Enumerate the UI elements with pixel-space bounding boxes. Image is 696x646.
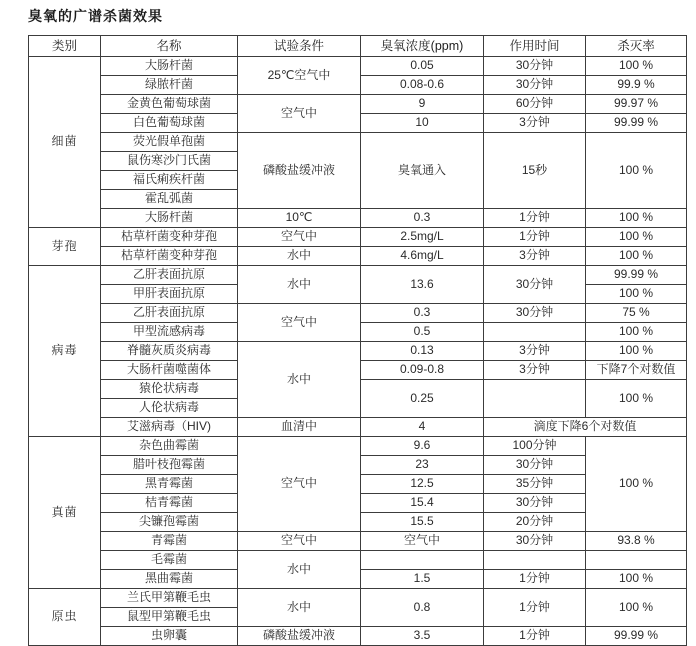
page-title: 臭氧的广谱杀菌效果	[28, 8, 163, 24]
table-cell	[586, 551, 687, 570]
table-row	[29, 247, 687, 266]
table-cell	[484, 551, 586, 570]
table-cell: 15.5	[361, 513, 484, 532]
table-cell: 30分钟	[484, 456, 586, 475]
table-cell: 10	[361, 114, 484, 133]
table-cell: 100 %	[586, 228, 687, 247]
table-cell: 4.6mg/L	[361, 247, 484, 266]
table-cell: 100 %	[586, 437, 687, 532]
table-cell: 甲型流感病毒	[101, 323, 238, 342]
table-row	[29, 304, 687, 323]
table-cell: 鼠伤寒沙门氏菌	[101, 152, 238, 171]
table-cell: 脊髓灰质炎病毒	[101, 342, 238, 361]
table-cell: 12.5	[361, 475, 484, 494]
table-cell: 水中	[238, 342, 361, 418]
table-cell: 水中	[238, 266, 361, 304]
table-header	[29, 36, 687, 57]
table-cell: 0.3	[361, 209, 484, 228]
header-row	[29, 36, 687, 57]
table-cell: 1.5	[361, 570, 484, 589]
category-cell: 细菌	[29, 57, 101, 228]
table-cell	[361, 551, 484, 570]
table-cell: 大肠杆菌噬菌体	[101, 361, 238, 380]
table-cell: 腊叶枝孢霉菌	[101, 456, 238, 475]
table-cell: 10℃	[238, 209, 361, 228]
table-cell: 0.3	[361, 304, 484, 323]
table-row	[29, 342, 687, 361]
table-cell: 水中	[238, 551, 361, 589]
table-cell: 3分钟	[484, 361, 586, 380]
table-row	[29, 228, 687, 247]
table-cell: 30分钟	[484, 76, 586, 95]
table-cell: 下降7个对数值	[586, 361, 687, 380]
table-cell: 30分钟	[484, 57, 586, 76]
table-cell: 杂色曲霉菌	[101, 437, 238, 456]
column-header: 臭氧浓度(ppm)	[361, 36, 484, 57]
table-body	[29, 57, 687, 646]
table-cell: 兰氏甲第鞭毛虫	[101, 589, 238, 608]
table-row	[29, 551, 687, 570]
table-cell: 0.05	[361, 57, 484, 76]
category-cell: 原虫	[29, 589, 101, 646]
table-cell: 0.13	[361, 342, 484, 361]
column-header: 杀灭率	[586, 36, 687, 57]
table-row	[29, 95, 687, 114]
table-cell: 空气中	[238, 437, 361, 532]
table-cell: 大肠杆菌	[101, 57, 238, 76]
table-cell: 绿脓杆菌	[101, 76, 238, 95]
table-cell: 乙肝表面抗原	[101, 266, 238, 285]
table-cell: 30分钟	[484, 304, 586, 323]
table-cell: 0.08-0.6	[361, 76, 484, 95]
table-cell: 1分钟	[484, 209, 586, 228]
table-row	[29, 589, 687, 608]
table-cell: 枯草杆菌变种芽孢	[101, 247, 238, 266]
table-cell: 75 %	[586, 304, 687, 323]
table-cell: 空气中	[238, 304, 361, 342]
table-cell: 100 %	[586, 133, 687, 209]
table-cell: 3分钟	[484, 114, 586, 133]
table-cell: 尖镰孢霉菌	[101, 513, 238, 532]
table-cell: 100 %	[586, 57, 687, 76]
table-cell: 福氏痢疾杆菌	[101, 171, 238, 190]
table-cell: 3分钟	[484, 247, 586, 266]
table-cell: 水中	[238, 589, 361, 627]
table-cell: 毛霉菌	[101, 551, 238, 570]
table-cell: 3分钟	[484, 342, 586, 361]
table-cell: 25℃空气中	[238, 57, 361, 95]
table-cell: 15秒	[484, 133, 586, 209]
table-cell: 磷酸盐缓冲液	[238, 627, 361, 646]
table-cell: 猿伦状病毒	[101, 380, 238, 399]
table-cell: 23	[361, 456, 484, 475]
table-row	[29, 627, 687, 646]
table-cell: 35分钟	[484, 475, 586, 494]
category-cell: 真菌	[29, 437, 101, 589]
table-cell: 人伦状病毒	[101, 399, 238, 418]
table-cell: 黑青霉菌	[101, 475, 238, 494]
table-row	[29, 532, 687, 551]
table-cell: 乙肝表面抗原	[101, 304, 238, 323]
table-cell: 空气中	[238, 228, 361, 247]
table-cell: 9.6	[361, 437, 484, 456]
column-header: 类别	[29, 36, 101, 57]
table-cell: 93.8 %	[586, 532, 687, 551]
table-cell: 60分钟	[484, 95, 586, 114]
table-cell: 99.99 %	[586, 114, 687, 133]
table-cell: 100 %	[586, 342, 687, 361]
table-cell: 臭氧通入	[361, 133, 484, 209]
table-cell: 99.99 %	[586, 627, 687, 646]
ozone-sterilization-table	[28, 35, 687, 646]
table-cell: 100 %	[586, 209, 687, 228]
table-cell: 99.9 %	[586, 76, 687, 95]
table-cell: 白色葡萄球菌	[101, 114, 238, 133]
table-cell: 大肠杆菌	[101, 209, 238, 228]
table-cell: 2.5mg/L	[361, 228, 484, 247]
table-cell: 1分钟	[484, 589, 586, 627]
table-row	[29, 437, 687, 456]
table-cell: 艾滋病毒（HIV)	[101, 418, 238, 437]
table-cell: 30分钟	[484, 266, 586, 304]
table-cell: 20分钟	[484, 513, 586, 532]
table-row	[29, 57, 687, 76]
category-cell: 芽孢	[29, 228, 101, 266]
table-cell: 1分钟	[484, 228, 586, 247]
table-row	[29, 266, 687, 285]
table-cell: 0.5	[361, 323, 484, 342]
table-cell: 1分钟	[484, 627, 586, 646]
table-cell: 青霉菌	[101, 532, 238, 551]
table-cell: 99.97 %	[586, 95, 687, 114]
table-cell: 100 %	[586, 380, 687, 418]
table-cell: 3.5	[361, 627, 484, 646]
table-cell: 空气中	[238, 532, 361, 551]
table-cell: 4	[361, 418, 484, 437]
table-cell: 13.6	[361, 266, 484, 304]
table-cell: 空气中	[238, 95, 361, 133]
column-header: 试验条件	[238, 36, 361, 57]
table-cell: 黑曲霉菌	[101, 570, 238, 589]
table-cell: 99.99 %	[586, 266, 687, 285]
table-cell: 15.4	[361, 494, 484, 513]
table-cell: 磷酸盐缓冲液	[238, 133, 361, 209]
table-cell: 100分钟	[484, 437, 586, 456]
table-cell: 虫卵囊	[101, 627, 238, 646]
table-cell: 荧光假单孢菌	[101, 133, 238, 152]
table-row	[29, 209, 687, 228]
category-cell: 病毒	[29, 266, 101, 437]
table-cell: 金黄色葡萄球菌	[101, 95, 238, 114]
table-cell: 血清中	[238, 418, 361, 437]
table-cell: 0.09-0.8	[361, 361, 484, 380]
table-cell: 霍乱弧菌	[101, 190, 238, 209]
table-row	[29, 133, 687, 152]
table-cell: 9	[361, 95, 484, 114]
table-cell: 100 %	[586, 247, 687, 266]
table-cell: 30分钟	[484, 532, 586, 551]
table-cell: 空气中	[361, 532, 484, 551]
table-cell: 枯草杆菌变种芽孢	[101, 228, 238, 247]
table-cell: 0.25	[361, 380, 484, 418]
table-cell: 桔青霉菌	[101, 494, 238, 513]
column-header: 名称	[101, 36, 238, 57]
table-cell: 1分钟	[484, 570, 586, 589]
column-header: 作用时间	[484, 36, 586, 57]
table-cell: 100 %	[586, 589, 687, 627]
table-cell: 甲肝表面抗原	[101, 285, 238, 304]
table-cell: 100 %	[586, 323, 687, 342]
table-row	[29, 418, 687, 437]
table-cell: 30分钟	[484, 494, 586, 513]
table-cell: 滴度下降6个对数值	[484, 418, 687, 437]
table-cell: 100 %	[586, 570, 687, 589]
table-cell: 0.8	[361, 589, 484, 627]
table-cell: 鼠型甲第鞭毛虫	[101, 608, 238, 627]
table-cell	[484, 380, 586, 418]
table-cell: 水中	[238, 247, 361, 266]
table-cell	[484, 323, 586, 342]
table-cell: 100 %	[586, 285, 687, 304]
